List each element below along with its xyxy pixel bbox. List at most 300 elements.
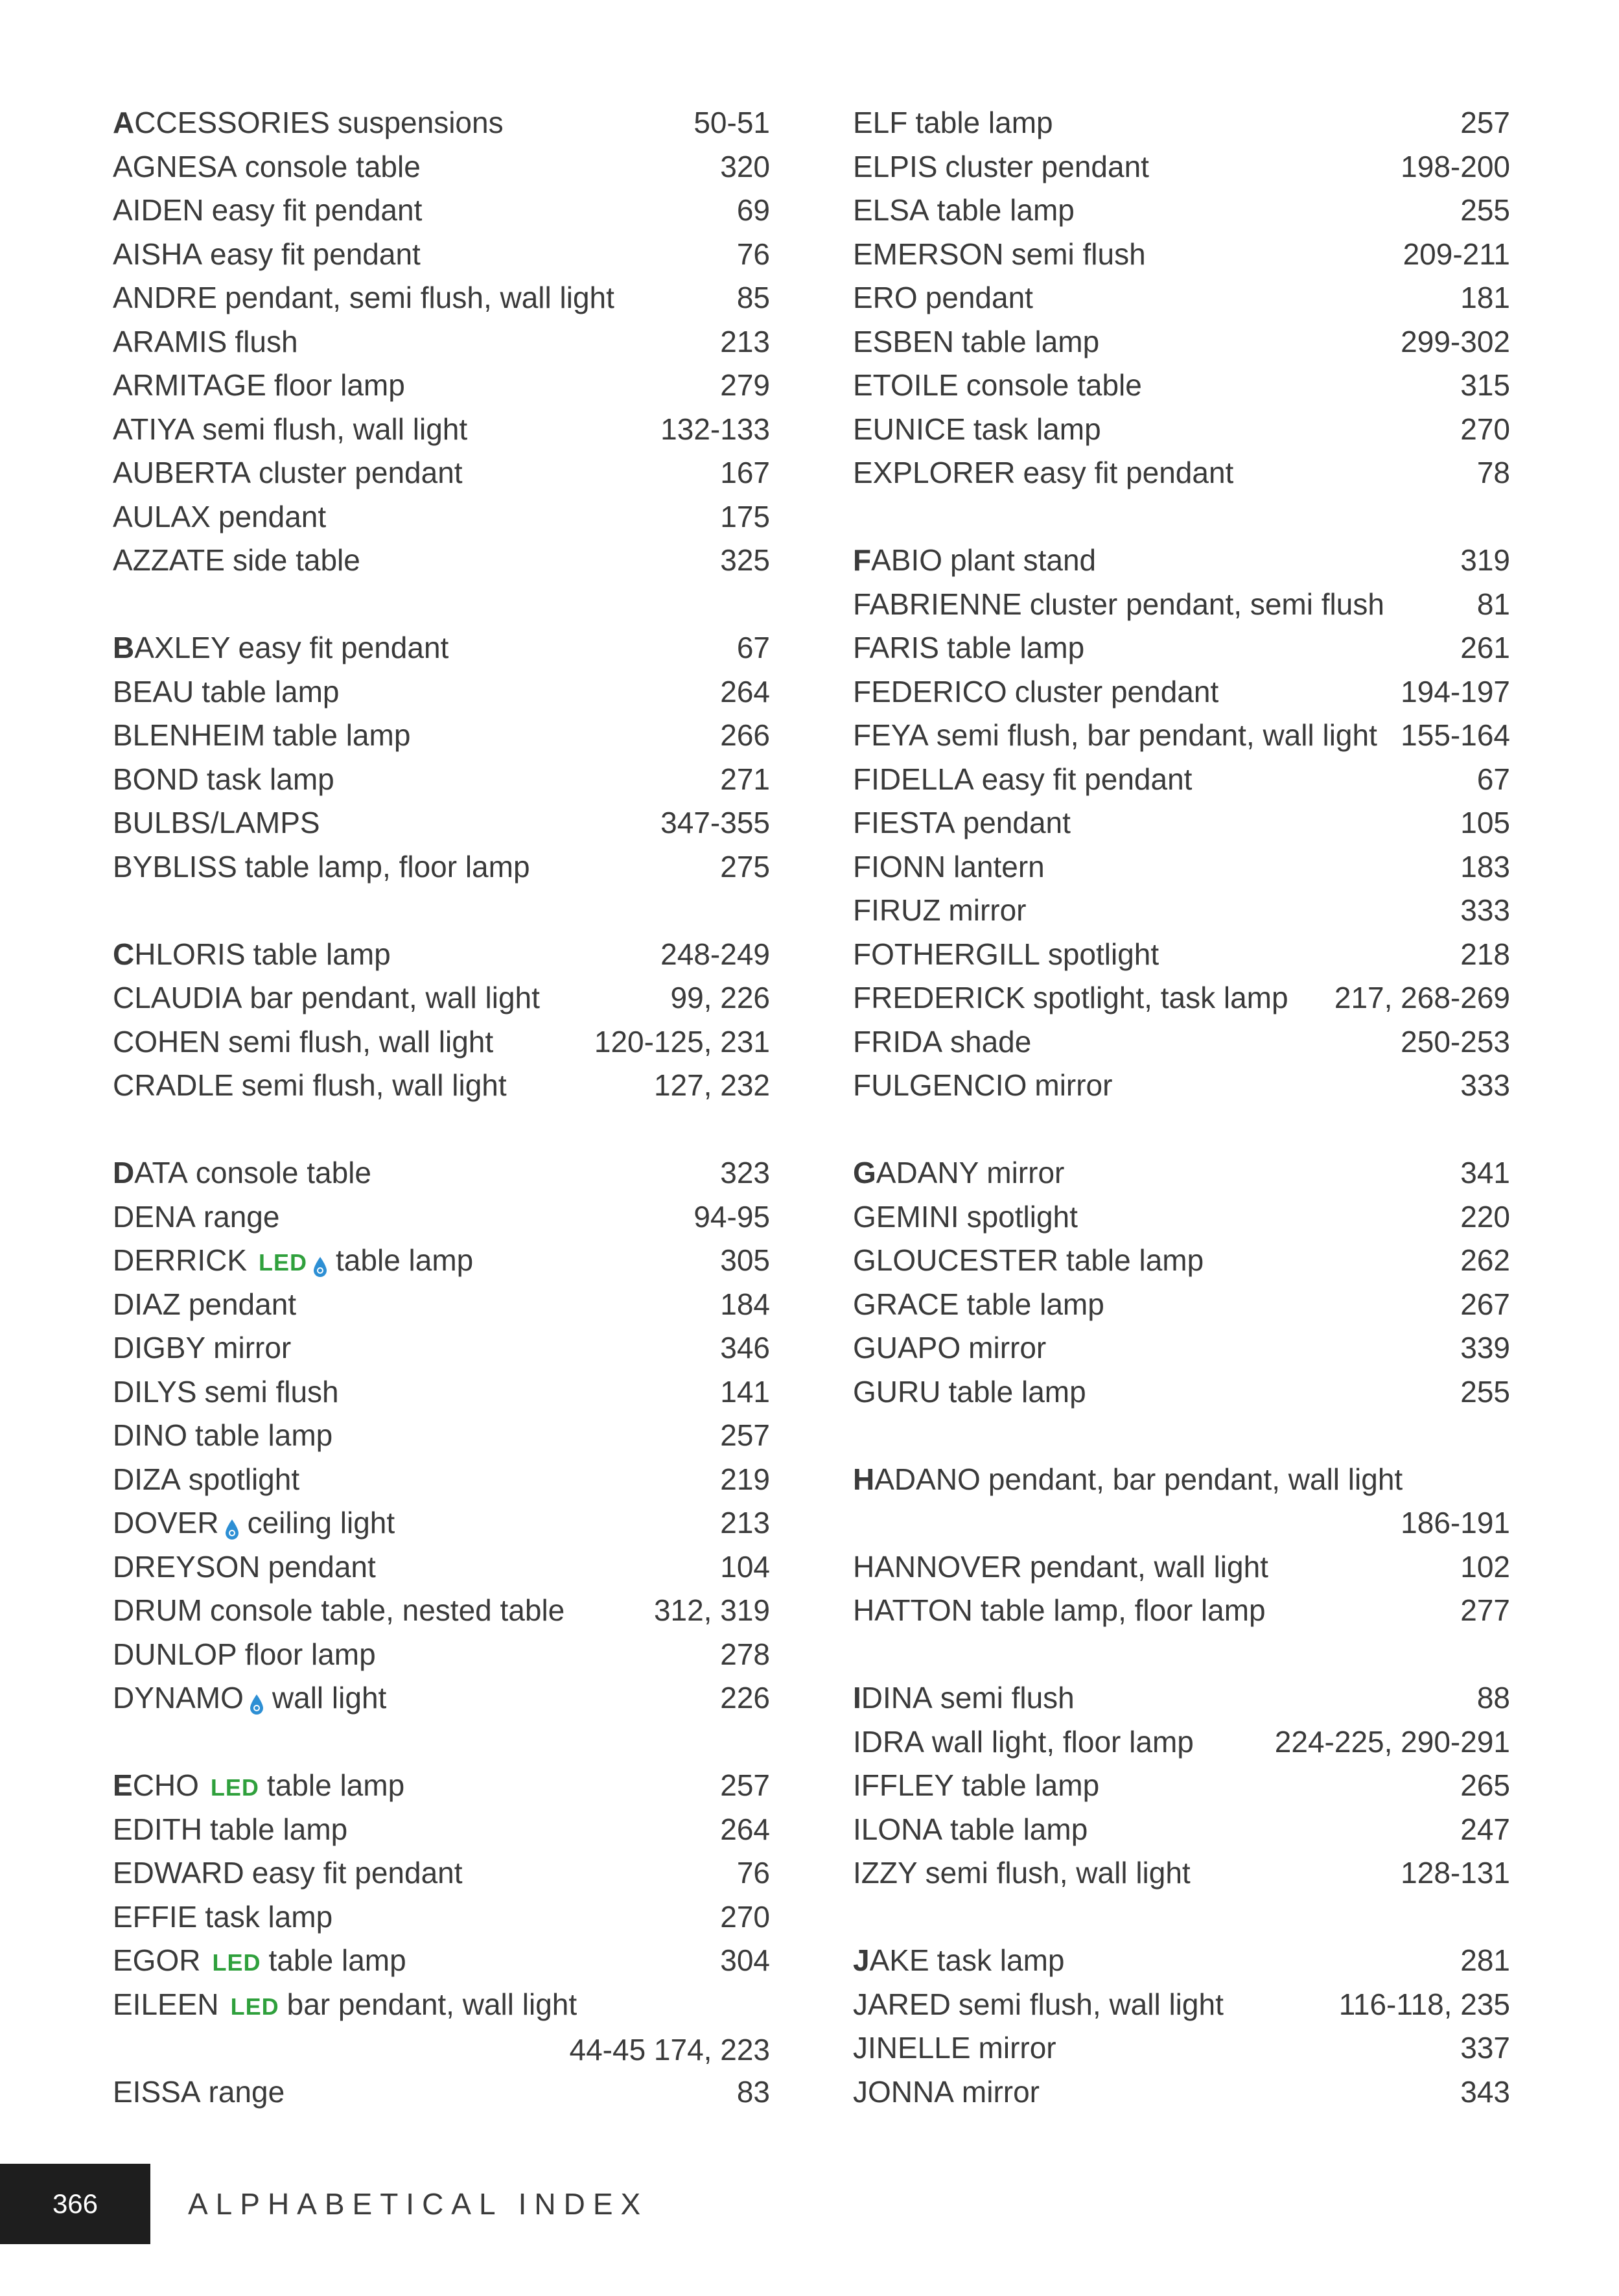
entry-page: 209-211 (1403, 237, 1510, 271)
entry-page: 255 (1460, 1374, 1510, 1409)
entry-description: semi flush, wall light (202, 412, 468, 446)
entry-description: easy fit pendant (211, 193, 423, 227)
index-entry (113, 845, 770, 889)
entry-title: FABRIENNE (853, 587, 1022, 621)
entry-description: mirror (968, 1331, 1047, 1365)
index-entry (853, 539, 1510, 583)
entry-description: console table (244, 149, 421, 183)
entry-description: table lamp (961, 324, 1100, 358)
entry-name (113, 1370, 339, 1414)
entry-name (853, 976, 1288, 1020)
entry-page: 194-197 (1401, 674, 1510, 709)
section-gap (853, 1414, 1510, 1458)
entry-name (853, 539, 1096, 583)
entry-title: DIGBY (113, 1331, 206, 1365)
entry-name (113, 758, 334, 802)
index-entry (113, 495, 770, 539)
entry-page: 333 (1460, 893, 1510, 927)
entry-page: 217, 268-269 (1334, 981, 1510, 1014)
index-entry (113, 276, 770, 320)
entry-page: 257 (720, 1768, 770, 1802)
entry-page: 105 (1460, 806, 1510, 839)
entry-title: EMERSON (853, 237, 1004, 271)
entry-title: ELPIS (853, 149, 938, 183)
entry-page: 167 (720, 456, 770, 489)
entry-name (853, 364, 1142, 408)
entry-title: GURU (853, 1374, 941, 1409)
entry-title: DUNLOP (113, 1637, 237, 1671)
entry-name (113, 1676, 386, 1720)
entry-name (113, 1764, 404, 1810)
entry-page: 275 (720, 849, 770, 884)
entry-name (113, 408, 467, 452)
index-entry (113, 1283, 770, 1327)
index-entry (853, 976, 1510, 1020)
index-entry (113, 408, 770, 452)
section-gap (113, 1720, 770, 1764)
entry-page: 102 (1460, 1549, 1510, 1584)
entry-name (113, 670, 340, 714)
entry-description: easy fit pendant (251, 1856, 463, 1890)
entry-title: COHEN (113, 1024, 221, 1059)
entry-title: DINO (113, 1418, 187, 1452)
entry-description: pendant, wall light (1029, 1549, 1268, 1584)
entry-description: table lamp, floor lamp (244, 849, 530, 884)
entry-title: JINELLE (853, 2031, 971, 2065)
entry-description: table lamp (253, 937, 391, 971)
entry-page: 224-225, 290-291 (1274, 1724, 1510, 1759)
entry-title: ANDRE (113, 281, 218, 314)
entry-description: table lamp (1066, 1243, 1204, 1277)
entry-title: DERRICK (113, 1243, 248, 1277)
entry-page: 213 (720, 1506, 770, 1540)
entry-description: table lamp (268, 1943, 406, 1977)
entry-name (113, 1326, 291, 1370)
entry-title: ILONA (853, 1812, 943, 1846)
entry-page: 264 (720, 1812, 770, 1846)
index-entry (853, 1326, 1510, 1370)
entry-title: EUNICE (853, 412, 966, 446)
entry-page: 264 (720, 674, 770, 709)
entry-initial: H (853, 1462, 875, 1496)
entry-title: ETOILE (853, 368, 959, 402)
entry-title: EFFIE (113, 1899, 198, 1934)
index-entry (113, 1545, 770, 1589)
index-entry (113, 714, 770, 758)
entry-name (853, 1983, 1224, 2027)
entry-page: 50-51 (693, 106, 770, 139)
entry-description: mirror (1034, 1068, 1113, 1102)
entry-description: spotlight, task lamp (1032, 981, 1288, 1014)
entry-name (113, 845, 530, 889)
entry-page: 261 (1460, 631, 1510, 664)
entry-name (853, 1020, 1031, 1064)
entry-initial: B (113, 631, 135, 664)
entry-name (853, 1370, 1086, 1414)
entry-name (853, 670, 1218, 714)
entry-description: cluster pendant (945, 149, 1149, 183)
index-entry (853, 1983, 1510, 2027)
entry-name (113, 1939, 406, 1985)
entry-name (113, 451, 463, 495)
entry-name (113, 145, 421, 189)
index-entry (113, 801, 770, 845)
entry-page: 120-125, 231 (594, 1024, 770, 1059)
section-gap (853, 1108, 1510, 1152)
entry-name (113, 933, 391, 977)
entry-description: pendant (268, 1549, 376, 1584)
section-gap (113, 583, 770, 627)
entry-page: 127, 232 (653, 1068, 770, 1102)
entry-page: 271 (720, 762, 770, 796)
entry-page: 88 (1476, 1681, 1510, 1715)
entry-page: 305 (720, 1243, 770, 1277)
entry-description: cluster pendant, semi flush (1029, 587, 1384, 621)
entry-description: table lamp (961, 1768, 1100, 1802)
entry-page: 67 (736, 631, 770, 664)
entry-page: 128-131 (1401, 1856, 1510, 1890)
entry-name (113, 276, 614, 320)
entry-page: 325 (720, 543, 770, 577)
entry-description: semi flush, wall light (925, 1856, 1191, 1890)
entry-name (113, 539, 360, 583)
index-entry (853, 1808, 1510, 1852)
index-entry (853, 101, 1510, 145)
bathroom-drop-icon (312, 1256, 328, 1272)
entry-title: GEMINI (853, 1199, 959, 1234)
page-number-box (0, 2164, 150, 2244)
entry-description: table lamp (915, 106, 1053, 139)
entry-description: table lamp (946, 631, 1085, 664)
index-entry (853, 364, 1510, 408)
entry-page: 312, 319 (653, 1593, 770, 1627)
section-gap (853, 1633, 1510, 1677)
entry-description: ceiling light (247, 1506, 395, 1540)
entry-page: 315 (1460, 368, 1510, 402)
entry-page: 83 (736, 2074, 770, 2109)
entry-title: FRIDA (853, 1024, 942, 1059)
entry-name (113, 626, 448, 670)
index-entry (113, 1370, 770, 1414)
entry-page: 339 (1460, 1331, 1510, 1365)
entry-page: 323 (720, 1156, 770, 1189)
entry-description: cluster pendant (1014, 674, 1219, 709)
index-entry (853, 2070, 1510, 2114)
entry-name (853, 101, 1053, 145)
index-entry (853, 145, 1510, 189)
index-entry (853, 1764, 1510, 1808)
entry-name (113, 1501, 395, 1545)
entry-page: 257 (720, 1418, 770, 1452)
entry-name (853, 1808, 1088, 1852)
entry-page: 220 (1460, 1199, 1510, 1234)
entry-description: semi flush, wall light (958, 1987, 1224, 2021)
bathroom-drop-icon (249, 1694, 264, 1709)
entry-title: ELSA (853, 193, 929, 227)
index-entry (853, 801, 1510, 845)
entry-description: console table (195, 1156, 371, 1189)
entry-page: 262 (1460, 1243, 1510, 1277)
entry-title: FREDERICK (853, 981, 1025, 1014)
entry-name (113, 1633, 376, 1677)
entry-title: AGNESA (113, 149, 237, 183)
entry-description: mirror (978, 2031, 1056, 2065)
entry-name (113, 320, 298, 364)
bathroom-drop-icon (224, 1519, 240, 1534)
entry-page: 155-164 (1401, 718, 1510, 752)
entry-title: FOTHERGILL (853, 937, 1040, 971)
entry-name (113, 714, 410, 758)
index-entry (113, 1414, 770, 1458)
entry-title: AKE (869, 1943, 929, 1977)
entry-name (113, 189, 422, 233)
index-entry (113, 1851, 770, 1895)
entry-description: table lamp (202, 674, 340, 709)
entry-description: easy fit pendant (210, 237, 421, 271)
entry-name (853, 889, 1027, 933)
entry-name (853, 626, 1084, 670)
entry-page: 270 (1460, 412, 1510, 446)
entry-title: ABIO (871, 543, 943, 577)
entry-description: pendant (188, 1287, 297, 1321)
entry-title: BULBS/LAMPS (113, 806, 320, 839)
entry-name (113, 1283, 296, 1327)
entry-description: side table (232, 543, 360, 577)
index-entry (113, 1326, 770, 1370)
entry-page: 67 (1476, 762, 1510, 796)
entry-name (113, 1851, 463, 1895)
entry-name (853, 1458, 1403, 1502)
entry-name (113, 1808, 347, 1852)
entry-page: 341 (1460, 1156, 1510, 1189)
entry-description: easy fit pendant (1023, 456, 1234, 489)
entry-name (853, 189, 1075, 233)
entry-page: 141 (720, 1374, 770, 1409)
entry-initial: D (113, 1156, 135, 1189)
entry-initial: A (113, 106, 135, 139)
entry-description: wall light (272, 1681, 387, 1715)
entry-title: FEYA (853, 718, 929, 752)
index-entry (113, 320, 770, 364)
entry-name (853, 1676, 1075, 1720)
entry-title: EISSA (113, 2074, 201, 2109)
footer-title: ALPHABETICAL INDEX (188, 2187, 649, 2221)
entry-page: 69 (736, 193, 770, 227)
entry-name (113, 1458, 299, 1502)
entry-title: EXPLORER (853, 456, 1016, 489)
entry-description: semi flush (940, 1681, 1075, 1715)
entry-title: FIONN (853, 849, 946, 884)
entry-name (853, 1851, 1191, 1895)
index-entry (113, 1501, 770, 1545)
entry-title: ERO (853, 281, 918, 314)
index-entry (113, 670, 770, 714)
entry-title: CLAUDIA (113, 981, 242, 1014)
entry-page: 99, 226 (670, 981, 770, 1014)
entry-page: 183 (1460, 849, 1510, 884)
entry-name (853, 1326, 1046, 1370)
entry-description: mirror (961, 2074, 1040, 2109)
entry-description: range (203, 1199, 280, 1234)
entry-title: ARAMIS (113, 324, 227, 358)
index-entry (113, 933, 770, 977)
entry-description: semi flush, wall light (228, 1024, 494, 1059)
entry-page: 320 (720, 149, 770, 183)
entry-page: 281 (1460, 1943, 1510, 1977)
index-entry (853, 1939, 1510, 1983)
entry-title: EDITH (113, 1812, 202, 1846)
entry-name (113, 1983, 577, 2029)
index-entry (113, 976, 770, 1020)
index-entry (853, 1370, 1510, 1414)
entry-description: table lamp (273, 718, 411, 752)
entry-page: 76 (736, 1856, 770, 1890)
entry-name (113, 233, 421, 277)
entry-title: JONNA (853, 2074, 954, 2109)
entry-title: AIDEN (113, 193, 204, 227)
entry-title: ESBEN (853, 324, 954, 358)
index-entry (113, 1020, 770, 1064)
entry-page: 255 (1460, 193, 1510, 227)
page-number: 366 (52, 2188, 99, 2219)
entry-name (113, 801, 320, 845)
entry-page: 94-95 (693, 1199, 770, 1234)
entry-title: DIAZ (113, 1287, 181, 1321)
entry-title: FARIS (853, 631, 939, 664)
entry-initial: C (113, 937, 135, 971)
index-entry (853, 320, 1510, 364)
entry-page: 304 (720, 1943, 770, 1977)
index-entry (853, 1676, 1510, 1720)
entry-title: ATIYA (113, 412, 195, 446)
index-entry (853, 1195, 1510, 1239)
entry-title: FULGENCIO (853, 1068, 1027, 1102)
entry-title: ATA (134, 1156, 188, 1189)
entry-page: 266 (720, 718, 770, 752)
entry-title: DYNAMO (113, 1681, 244, 1715)
entry-name (113, 1239, 473, 1285)
index-entry (113, 539, 770, 583)
entry-name (853, 2026, 1056, 2070)
entry-description: suspensions (337, 106, 504, 139)
section-gap (113, 889, 770, 933)
index-entry (853, 889, 1510, 933)
entry-title: AZZATE (113, 543, 225, 577)
entry-name (113, 1414, 332, 1458)
entry-page: 181 (1460, 281, 1510, 314)
entry-page: 132-133 (660, 412, 770, 446)
entry-page: 184 (720, 1287, 770, 1321)
index-entry (113, 1983, 770, 2070)
entry-name (853, 1283, 1104, 1327)
entry-description: pendant (925, 281, 1033, 314)
entry-title: BYBLISS (113, 849, 237, 884)
entry-title: FIESTA (853, 806, 955, 839)
index-entry (853, 1151, 1510, 1195)
section-gap (853, 1895, 1510, 1939)
entry-title: CCESSORIES (134, 106, 330, 139)
entry-page: 247 (1460, 1812, 1510, 1846)
led-badge: LED (259, 1249, 308, 1276)
index-entry (853, 1064, 1510, 1108)
index-entry (853, 189, 1510, 233)
entry-page: 270 (720, 1899, 770, 1934)
entry-page: 219 (720, 1462, 770, 1496)
entry-page: 78 (1476, 456, 1510, 489)
index-entry (113, 1676, 770, 1720)
entry-description: table lamp (950, 1812, 1088, 1846)
entry-description: semi flush, wall light (241, 1068, 507, 1102)
entry-name (113, 1020, 493, 1064)
entry-page: 346 (720, 1331, 770, 1365)
index-entry (113, 1895, 770, 1939)
entry-name (113, 1151, 371, 1195)
entry-name (853, 276, 1033, 320)
entry-name (113, 364, 405, 408)
entry-title: FIRUZ (853, 893, 941, 927)
entry-name (113, 1064, 507, 1108)
index-entry (853, 1458, 1510, 1545)
entry-initial: F (853, 543, 872, 577)
index-entry (853, 1589, 1510, 1633)
entry-description: cluster pendant (259, 456, 463, 489)
entry-name (853, 1764, 1099, 1808)
entry-name (113, 1545, 376, 1589)
entry-page: 343 (1460, 2074, 1510, 2109)
section-gap (113, 1108, 770, 1152)
entry-name (853, 233, 1146, 277)
index-entry (113, 1458, 770, 1502)
entry-page: 76 (736, 237, 770, 271)
entry-description: table lamp (966, 1287, 1104, 1321)
entry-title: ARMITAGE (113, 368, 266, 402)
entry-page: 213 (720, 324, 770, 358)
entry-description: bar pendant, wall light (286, 1987, 577, 2021)
entry-title: ADANY (876, 1156, 979, 1189)
entry-name (853, 408, 1101, 452)
index-entry (853, 408, 1510, 452)
entry-title: AUBERTA (113, 456, 251, 489)
entry-name (113, 101, 504, 145)
entry-name (853, 1545, 1268, 1589)
entry-title: AISHA (113, 237, 203, 271)
index-entry (113, 1808, 770, 1852)
entry-description: easy fit pendant (238, 631, 449, 664)
entry-description: spotlight (188, 1462, 300, 1496)
entry-page: 44-45 174, 223 (569, 2033, 770, 2067)
index-entry (853, 233, 1510, 277)
entry-description: flush (235, 324, 298, 358)
entry-name (853, 320, 1099, 364)
entry-description: pendant (218, 499, 327, 533)
index-entry (113, 1239, 770, 1283)
entry-description: pendant (962, 806, 1071, 839)
entry-title: DREYSON (113, 1549, 261, 1584)
entry-description: spotlight (1047, 937, 1159, 971)
index-entry (853, 1283, 1510, 1327)
entry-name (853, 145, 1149, 189)
entry-description: console table, nested table (209, 1593, 565, 1627)
entry-description: bar pendant, wall light (250, 981, 540, 1014)
entry-name (113, 2070, 285, 2114)
index-entry (853, 670, 1510, 714)
index-entry (113, 1633, 770, 1677)
entry-name (113, 495, 326, 539)
index-entry (853, 276, 1510, 320)
index-entry (853, 714, 1510, 758)
entry-description: table lamp (266, 1768, 405, 1802)
index-entry (853, 2026, 1510, 2070)
